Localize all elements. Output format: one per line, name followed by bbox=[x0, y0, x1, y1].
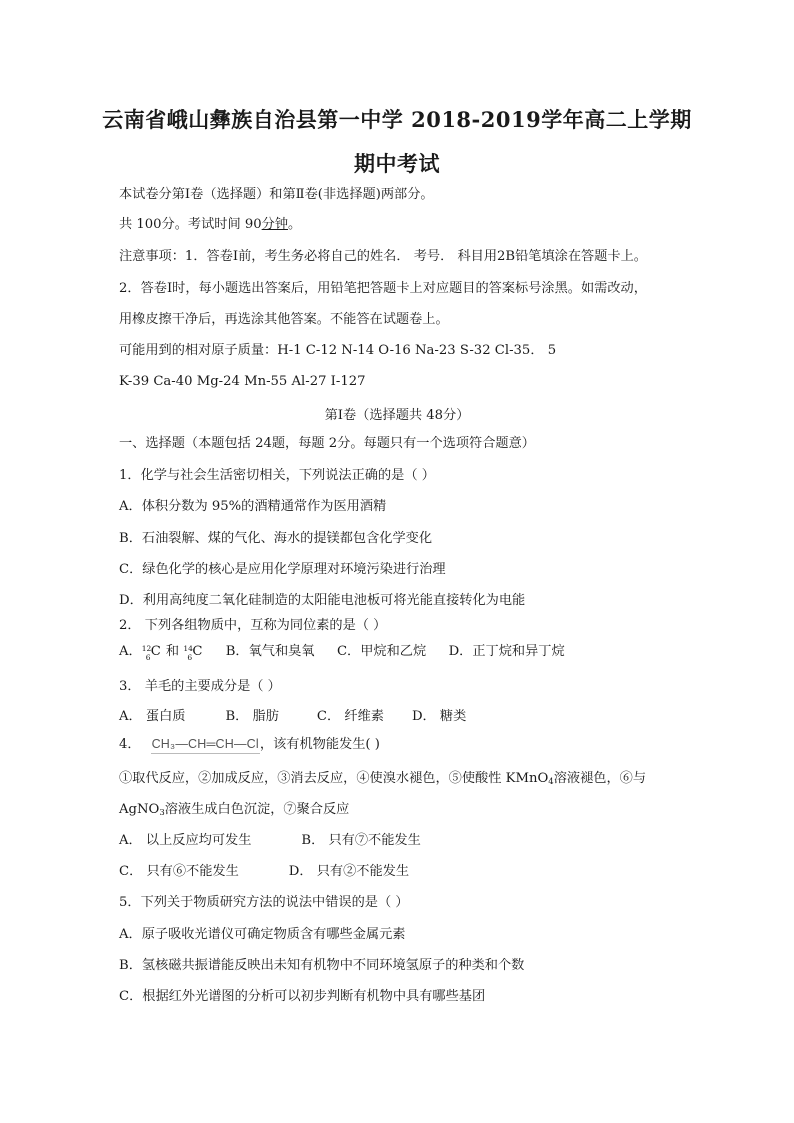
q4-reactions1-prefix: ①取代反应，②加成反应，③消去反应，④使溴水褪色，⑤使酸性 KMnO bbox=[119, 771, 549, 786]
atomic-mass-line1: 可能用到的相对原子质量：H-1 C-12 N-14 O-16 Na-23 S-32 Cl-35． 5 bbox=[119, 343, 557, 358]
q2-option-b: B．氧气和臭氧 bbox=[225, 644, 315, 659]
q3-option-d: D． 糖类 bbox=[411, 709, 467, 724]
notice-line1: 注意事项：1．答卷Ⅰ前，考生务必将自己的姓名． 考号． 科目用2B铅笔填涂在答题卡上。 bbox=[119, 249, 647, 264]
q1-option-c: C．绿色化学的核心是应用化学原理对环境污染进行治理 bbox=[119, 562, 446, 577]
intro-line2-prefix: 共 100分。考试时间 90 bbox=[119, 217, 262, 232]
intro-line2-suffix: 。 bbox=[288, 217, 302, 232]
q4-reactions-line2 bbox=[119, 801, 349, 822]
q1-option-b: B．石油裂解、煤的气化、海水的提镁都包含化学变化 bbox=[119, 531, 433, 546]
q2-option-d: D．正丁烷和异丁烷 bbox=[448, 644, 565, 659]
q2-isotope-c14: 14 6 C bbox=[183, 644, 203, 662]
q1-option-a: A．体积分数为 95%的酒精通常作为医用酒精 bbox=[119, 499, 387, 514]
q3-option-b: B． 脂肪 bbox=[225, 709, 279, 724]
volume-title: 第Ⅰ卷（选择题共 48分） bbox=[324, 408, 470, 423]
q4-option-a: A． 以上反应均可发生 bbox=[119, 833, 252, 848]
q5-option-c: C．根据红外光谱图的分析可以初步判断有机物中具有哪些基团 bbox=[119, 989, 486, 1004]
q4-options-row2 bbox=[119, 863, 409, 881]
q4-reactions-line1 bbox=[119, 770, 646, 791]
q4-reactions1-suffix: 溶液褪色，⑥与 bbox=[553, 771, 647, 786]
intro-line2 bbox=[119, 216, 301, 234]
q2-isotope-c12: 12 6 C bbox=[141, 644, 161, 662]
atomic-mass-line2: K-39 Ca-40 Mg-24 Mn-55 Al-27 I-127 bbox=[119, 374, 366, 389]
q2-option-a-prefix: A． bbox=[119, 644, 142, 659]
q3-options bbox=[119, 708, 466, 726]
q4-reactions1-sub: 4 bbox=[548, 777, 554, 787]
q4-option-b: B． 只有⑦不能发生 bbox=[301, 833, 421, 848]
q1-stem: 1．化学与社会生活密切相关，下列说法正确的是（ ） bbox=[119, 468, 435, 483]
q2-option-a-and: 和 bbox=[165, 644, 180, 659]
q4-reactions2-sub: 3 bbox=[159, 808, 165, 818]
q1-option-d: D．利用高纯度二氧化硅制造的太阳能电池板可将光能直接转化为电能 bbox=[119, 593, 526, 608]
exam-title-line2: 期中考试 bbox=[354, 151, 440, 176]
q3-option-a: A． 蛋白质 bbox=[119, 709, 186, 724]
q3-option-c: C． 纤维素 bbox=[316, 709, 384, 724]
exam-title-line1: 云南省峨山彝族自治县第一中学 2018-2019学年高二上学期 bbox=[102, 107, 692, 132]
q4-reactions2-prefix: AgNO bbox=[119, 802, 160, 817]
q5-option-a: A．原子吸收光谱仪可确定物质含有哪些金属元素 bbox=[119, 927, 406, 942]
intro-line2-unit: 分钟 bbox=[261, 217, 289, 232]
q4-options-row1 bbox=[119, 832, 421, 850]
q4-option-c: C． 只有⑥不能发生 bbox=[119, 864, 239, 879]
q4-number: 4． bbox=[119, 737, 141, 752]
notice-line3: 用橡皮擦干净后，再选涂其他答案。不能答在试题卷上。 bbox=[119, 312, 449, 327]
q4-structural-formula: CH₃—CH═CH—Cl bbox=[151, 735, 260, 754]
intro-line1: 本试卷分第Ⅰ卷（选择题）和第Ⅱ卷(非选择题)两部分。 bbox=[119, 187, 434, 202]
q2-option-c: C．甲烷和乙烷 bbox=[336, 644, 427, 659]
notice-line2: 2．答卷Ⅰ时，每小题选出答案后，用铅笔把答题卡上对应题目的答案标号涂黑。如需改动， bbox=[119, 281, 647, 296]
q5-option-b: B．氢核磁共振谱能反映出未知有机物中不同环境氢原子的种类和个数 bbox=[119, 958, 525, 973]
q4-reactions2-suffix: 溶液生成白色沉淀，⑦聚合反应 bbox=[164, 802, 350, 817]
q4-option-d: D． 只有②不能发生 bbox=[288, 864, 410, 879]
section-title: 一、选择题（本题包括 24题，每题 2分。每题只有一个选项符合题意） bbox=[119, 436, 535, 451]
q2-options bbox=[119, 643, 565, 661]
q5-stem: 5．下列关于物质研究方法的说法中错误的是（ ） bbox=[119, 895, 409, 910]
q2-stem: 2． 下列各组物质中，互称为同位素的是（ ） bbox=[119, 618, 387, 633]
q3-stem: 3． 羊毛的主要成分是（ ） bbox=[119, 679, 281, 694]
q4-stem-suffix: ，该有机物能发生( ) bbox=[259, 737, 380, 752]
q4-stem bbox=[119, 735, 380, 754]
